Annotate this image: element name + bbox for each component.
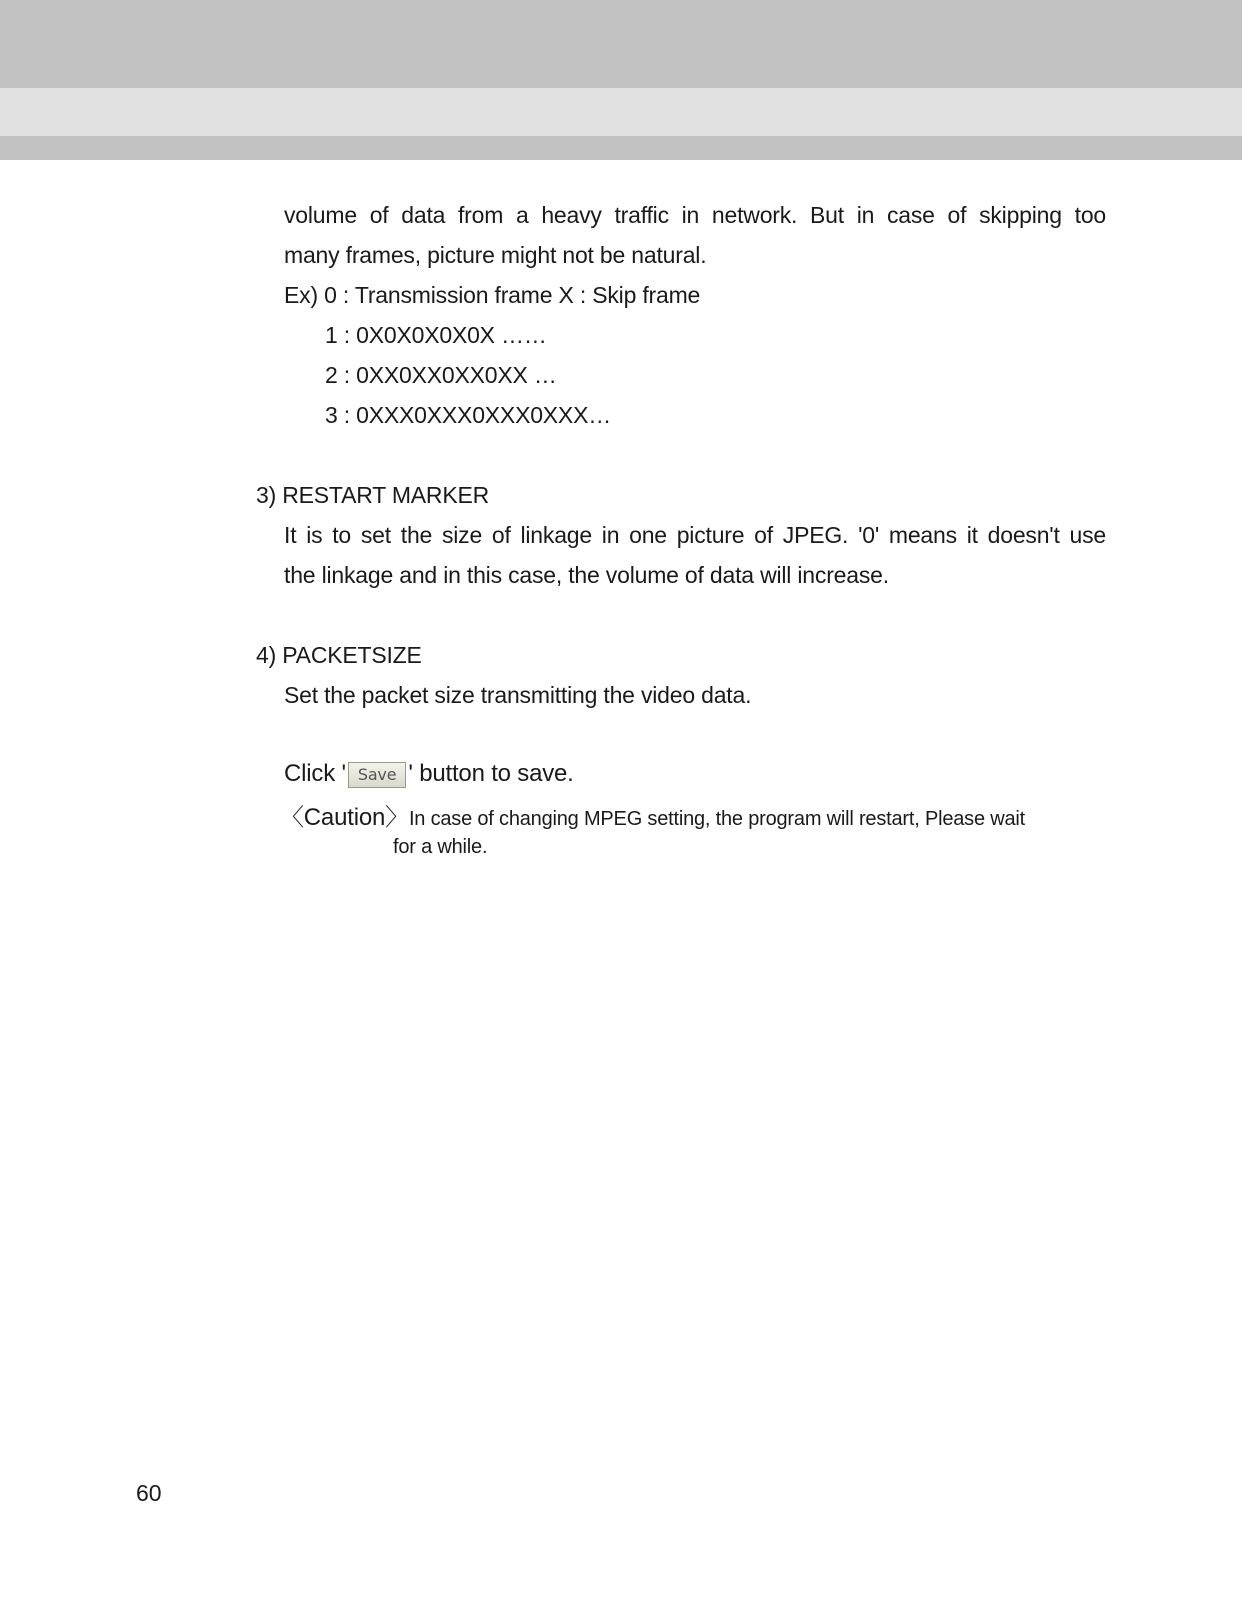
example-item: 3 : 0XXX0XXX0XXX0XXX… <box>325 402 612 428</box>
body-text-line: many frames, picture might not be natural. <box>284 242 707 268</box>
save-instruction-suffix: ' button to save. <box>408 760 574 787</box>
page-number: 60 <box>136 1480 162 1506</box>
section-heading-packetsize: 4) PACKETSIZE <box>256 642 422 668</box>
body-text-line: volume of data from a heavy traffic in network. But in case of skipping too <box>284 202 1106 228</box>
caution-text: In case of changing MPEG setting, the program will restart, Please wait <box>408 808 1026 830</box>
caution-label: 〈Caution〉 <box>280 804 409 831</box>
save-button-image: Save <box>348 762 406 788</box>
save-instruction-prefix: Click ' <box>284 760 346 787</box>
example-legend: Ex) 0 : Transmission frame X : Skip frame <box>284 282 701 308</box>
body-text-line: the linkage and in this case, the volume of data will increase. <box>284 562 889 588</box>
caution-note <box>280 802 1025 834</box>
body-text-line: It is to set the size of linkage in one picture of JPEG. '0' means it doesn't use <box>284 522 1106 548</box>
caution-text-continued: for a while. <box>393 836 488 858</box>
example-item: 2 : 0XX0XX0XX0XX … <box>325 362 557 388</box>
section-heading-restart-marker: 3) RESTART MARKER <box>256 482 490 508</box>
save-instruction <box>284 759 574 789</box>
body-text-line: Set the packet size transmitting the video data. <box>284 682 752 708</box>
example-item: 1 : 0X0X0X0X0X …… <box>325 322 547 348</box>
